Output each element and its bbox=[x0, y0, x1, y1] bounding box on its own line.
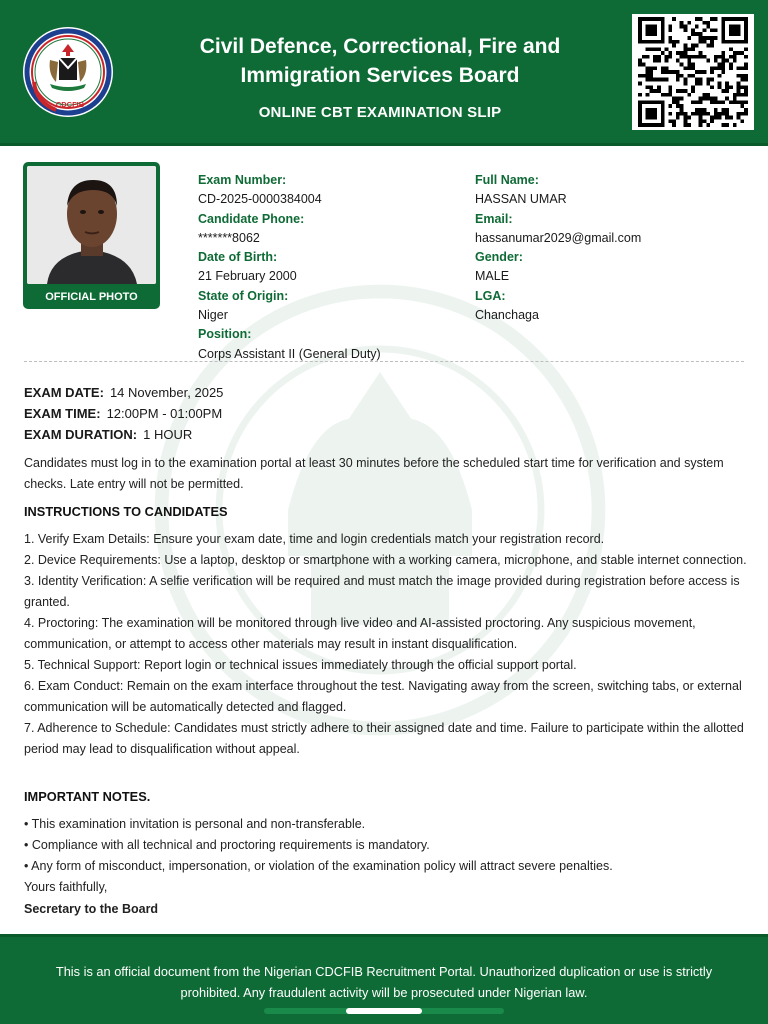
exam-number-value: CD-2025-0000384004 bbox=[198, 192, 322, 207]
exam-time-label: EXAM TIME: bbox=[24, 406, 101, 421]
qr-code-icon bbox=[632, 14, 754, 130]
header-banner bbox=[0, 0, 768, 146]
official-photo-card bbox=[23, 162, 160, 309]
home-indicator bbox=[346, 1008, 422, 1014]
exam-time-value: 12:00PM - 01:00PM bbox=[106, 406, 223, 421]
instruction-item: 2. Device Requirements: Use a laptop, desktop or smartphone with a working camera, microphone, and stable internet connection. bbox=[24, 553, 747, 567]
login-notice: Candidates must log in to the examination portal at least 30 minutes before the scheduled start time for verification and system checks. Late entry will not be permitted. bbox=[24, 456, 724, 491]
closing-text: Yours faithfully, bbox=[24, 880, 108, 894]
notes-heading: IMPORTANT NOTES. bbox=[24, 789, 151, 804]
section-divider bbox=[24, 361, 744, 362]
exam-date-row bbox=[24, 385, 223, 400]
instruction-item: 3. Identity Verification: A selfie verification will be required and must match the image provided during registration before access is granted. bbox=[24, 574, 740, 609]
instruction-item: 1. Verify Exam Details: Ensure your exam date, time and login credentials match your registration record. bbox=[24, 532, 605, 546]
note-item: • Any form of misconduct, impersonation, or violation of the examination policy will attract severe penalties. bbox=[24, 859, 613, 873]
board-title-line1: Civil Defence, Correctional, Fire and bbox=[199, 35, 561, 58]
logo-text: CDCFIB bbox=[55, 100, 85, 109]
board-title-line2: Immigration Services Board bbox=[240, 64, 520, 87]
dob-value: 21 February 2000 bbox=[198, 269, 297, 284]
full-name-label: Full Name: bbox=[475, 173, 539, 187]
phone-label: Candidate Phone: bbox=[198, 211, 305, 226]
instruction-item: 6. Exam Conduct: Remain on the exam interface throughout the test. Navigating away from the screen, switching tabs, or external communication will be automatically detected and flagged. bbox=[24, 679, 742, 714]
exam-duration-value: 1 HOUR bbox=[143, 427, 193, 442]
instruction-item: 5. Technical Support: Report login or technical issues immediately through the official support portal. bbox=[24, 658, 577, 672]
exam-number-label: Exam Number: bbox=[198, 173, 287, 187]
instructions-list bbox=[24, 529, 749, 760]
instructions-heading: INSTRUCTIONS TO CANDIDATES bbox=[24, 504, 228, 519]
exam-time-row bbox=[24, 406, 222, 421]
slip-title: ONLINE CBT EXAMINATION SLIP bbox=[258, 104, 502, 121]
note-item: • This examination invitation is personal and non-transferable. bbox=[24, 817, 366, 831]
position-value: Corps Assistant II (General Duty) bbox=[198, 346, 381, 361]
notes-list bbox=[24, 814, 749, 920]
candidate-details-right bbox=[475, 171, 755, 325]
gender-value: MALE bbox=[475, 269, 510, 284]
instruction-item: 7. Adherence to Schedule: Candidates must strictly adhere to their assigned date and time. Failure to participate within the allotted period may lead to disqualification without appeal. bbox=[24, 721, 744, 756]
email-value: hassanumar2029@gmail.com bbox=[475, 230, 642, 245]
full-name-value: HASSAN UMAR bbox=[475, 192, 567, 207]
position-label: Position: bbox=[198, 327, 252, 342]
note-item: • Compliance with all technical and proctoring requirements is mandatory. bbox=[24, 838, 430, 852]
state-value: Niger bbox=[198, 308, 228, 323]
signatory: Secretary to the Board bbox=[24, 902, 159, 916]
exam-date-value: 14 November, 2025 bbox=[109, 385, 224, 400]
exam-date-label: EXAM DATE: bbox=[24, 385, 104, 400]
person-photo-icon bbox=[27, 166, 156, 284]
official-photo-label: OFFICIAL PHOTO bbox=[45, 291, 138, 303]
footer-disclaimer: This is an official document from the Nigerian CDCFIB Recruitment Portal. Unauthorized duplication or use is strictly prohibited. Any fraudulent activity will be prosecuted under Nigerian law. bbox=[55, 964, 713, 1000]
email-label: Email: bbox=[475, 211, 513, 226]
board-title bbox=[130, 32, 630, 90]
lga-value: Chanchaga bbox=[475, 308, 539, 323]
instruction-item: 4. Proctoring: The examination will be monitored through live video and AI-assisted proctoring. Any suspicious movement, communication, or attempt to access other materials may result in instant disqualification. bbox=[24, 616, 696, 651]
lga-label: LGA: bbox=[475, 288, 506, 303]
candidate-photo bbox=[27, 166, 156, 284]
phone-value: *******8062 bbox=[198, 230, 260, 245]
exam-duration-row bbox=[24, 427, 192, 442]
candidate-details-left bbox=[198, 171, 458, 364]
gender-label: Gender: bbox=[475, 250, 523, 265]
exam-duration-label: EXAM DURATION: bbox=[24, 427, 138, 442]
dob-label: Date of Birth: bbox=[198, 250, 278, 265]
state-label: State of Origin: bbox=[198, 288, 289, 303]
